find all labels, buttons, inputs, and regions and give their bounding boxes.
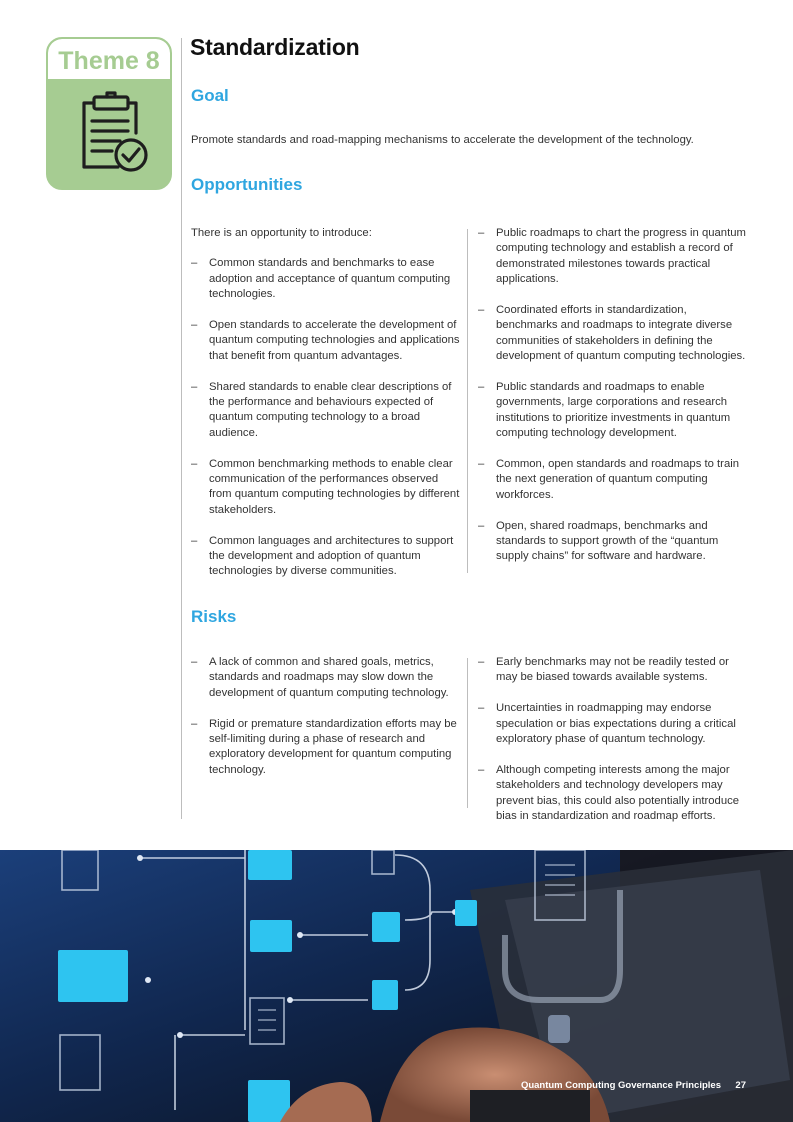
opportunities-intro: There is an opportunity to introduce: (191, 227, 372, 239)
list-item: – Open, shared roadmaps, benchmarks and standards to support growth of the “quantum supply chains” for software and hardware. (478, 519, 719, 563)
opportunities-left-list (191, 256, 463, 579)
list-item: – Although competing interests among the major stakeholders and technology developers may prevent bias, this could also potentially introduce bias in standardization and roadmap efforts. (478, 763, 740, 823)
hero-photo (0, 850, 793, 1122)
theme-card (46, 37, 172, 190)
list-item: – Early benchmarks may not be readily tested or may be biased towards available systems. (478, 656, 729, 684)
list-item: – Public standards and roadmaps to enable governments, large corporations and research institutions to prioritize investments in quantum computing technology development. (478, 381, 731, 440)
list-item: – Coordinated efforts in standardization, benchmarks and roadmaps to integrate diverse communities of stakeholders in defining the development of quantum computing technologies. (478, 304, 746, 363)
list-item: – Open standards to accelerate the development of quantum computing technologies and applications that benefit from quantum advantages. (191, 319, 460, 362)
list-item: – Public roadmaps to chart the progress in quantum computing technology and establish a record of demonstrated milestones towards practical applications. (478, 227, 746, 286)
list-item: – Common benchmarking methods to enable clear communication of the performances observed from quantum computing technologies by different stakeholders. (191, 457, 460, 516)
risks-heading: Risks (191, 607, 237, 626)
risks-left-column (191, 655, 463, 794)
list-item: – Rigid or premature standardization efforts may be self-limiting during a phase of research and exploratory development for quantum computing technology. (191, 717, 457, 776)
list-item: – Uncertainties in roadmapping may endorse speculation or bias expectations during a critical exploratory phase of quantum technology. (478, 702, 736, 746)
opportunities-heading: Opportunities (191, 175, 303, 194)
opportunities-right-column (478, 226, 746, 580)
clipboard-check-icon (78, 91, 148, 173)
opportunities-right-list (478, 226, 746, 565)
opportunities-left-column (191, 226, 463, 595)
svg-text:.: . (517, 1079, 520, 1090)
risks-right-list (478, 655, 748, 824)
list-item: – Common languages and architectures to support the development and adoption of quantum technologies by diverse communities. (191, 534, 454, 578)
list-item: – Common standards and benchmarks to ease adoption and acceptance of quantum computing technologies. (191, 257, 451, 301)
list-item: – Shared standards to enable clear descriptions of the performance and behaviours expected of quantum computing technology to a broad audience. (191, 380, 452, 439)
list-item: – Common, open standards and roadmaps to train the next generation of quantum computing workforces. (478, 458, 740, 501)
footer-title: Quantum Computing Governance Principles (520, 1080, 721, 1091)
risks-left-list (191, 655, 463, 778)
column-divider (467, 229, 468, 573)
list-item: – A lack of common and shared goals, metrics, standards and roadmaps may slow down the development of quantum computing technology. (191, 656, 449, 699)
vertical-divider (181, 38, 182, 819)
goal-heading: Goal (191, 86, 229, 105)
risks-right-column (478, 655, 748, 840)
page-number: 27 (735, 1080, 746, 1091)
theme-label: Theme 8 (48, 39, 170, 79)
goal-text: Promote standards and road-mapping mechanisms to accelerate the development of the technology. (191, 134, 694, 146)
column-divider (467, 658, 468, 808)
page-title: Standardization (190, 34, 360, 60)
